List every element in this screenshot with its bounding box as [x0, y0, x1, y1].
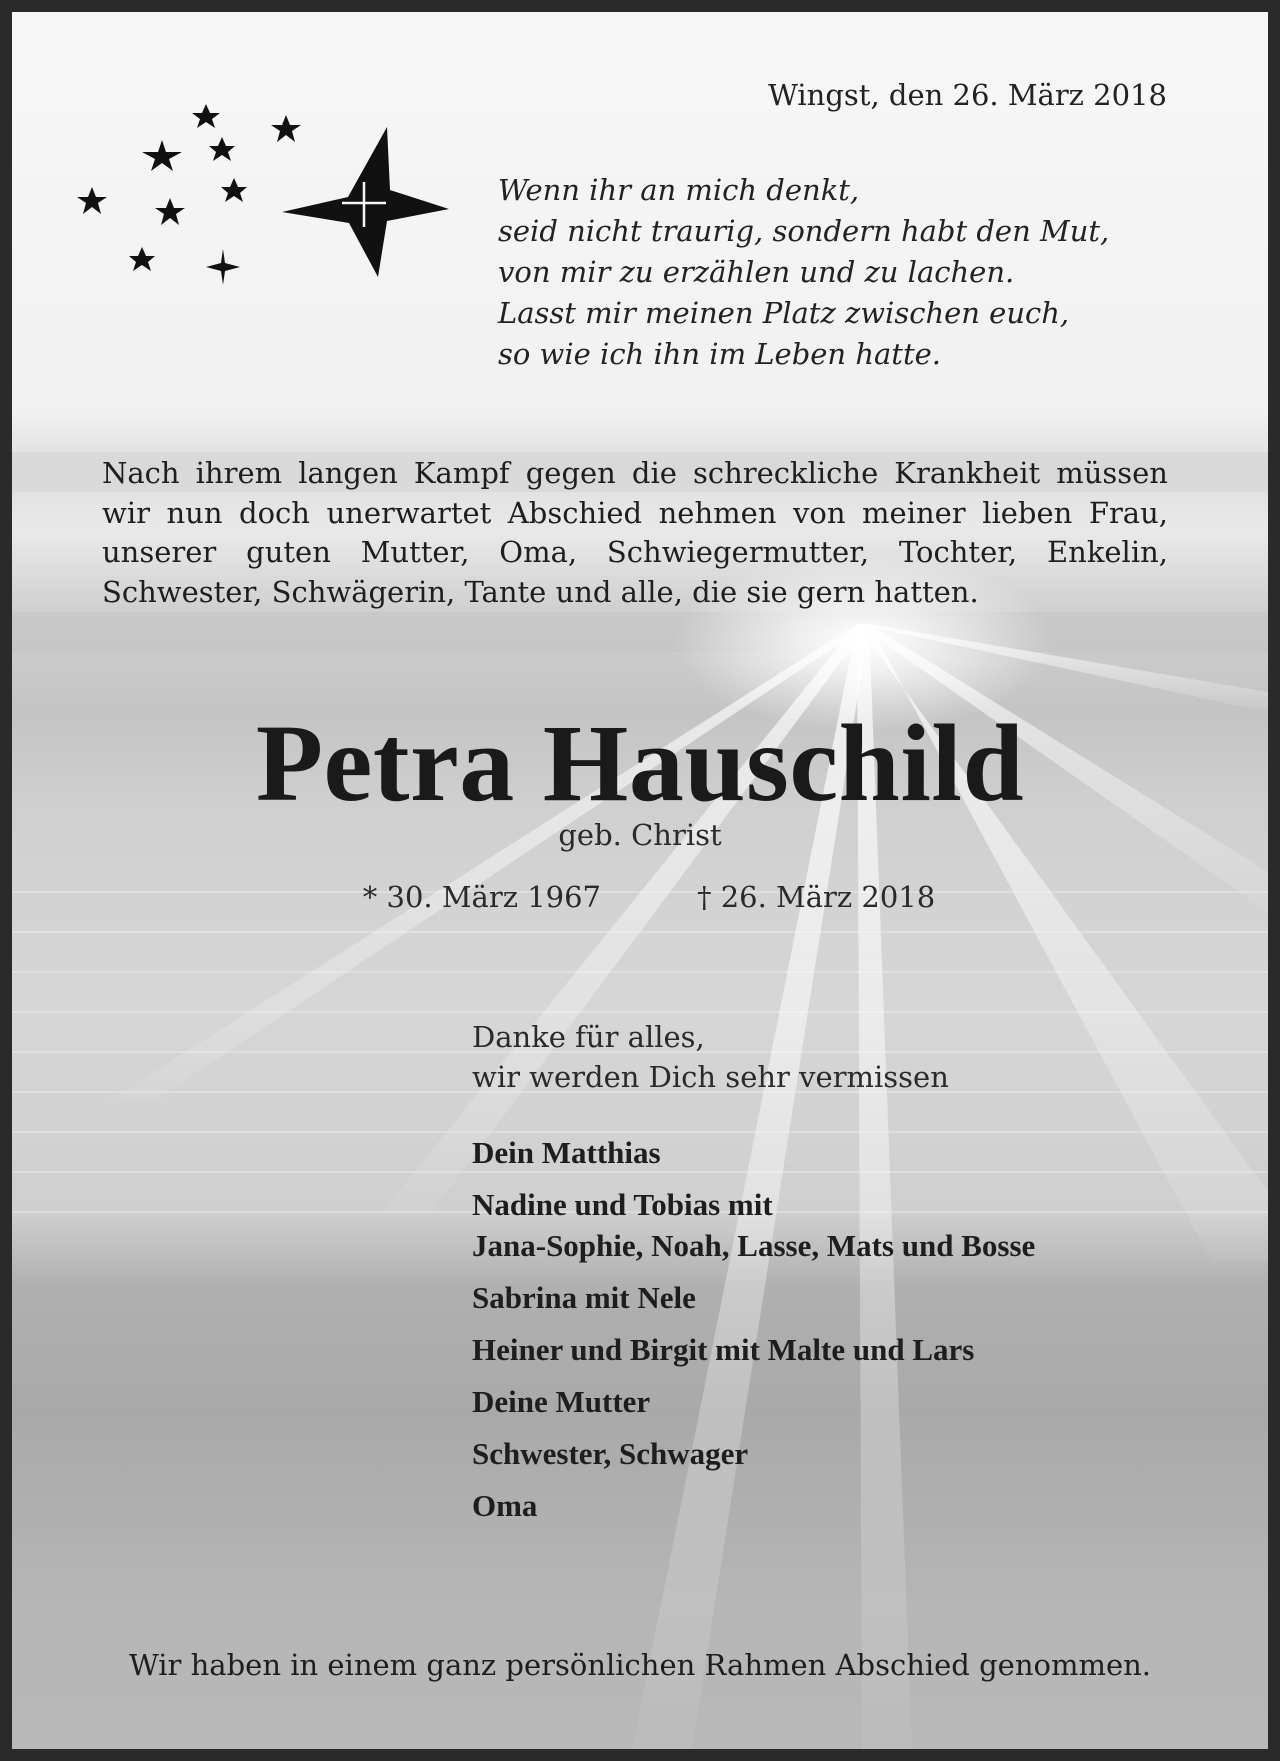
- poem-line: Wenn ihr an mich denkt,: [498, 173, 860, 207]
- mourner-group: [472, 1485, 1192, 1526]
- poem: [498, 170, 1178, 375]
- mourner-line: Dein Matthias: [472, 1135, 661, 1170]
- thanks-line: wir werden Dich sehr vermissen: [472, 1060, 949, 1094]
- thanks-message: [472, 1017, 949, 1097]
- mourner-group: [472, 1184, 1192, 1266]
- poem-line: so wie ich ihn im Leben hatte.: [498, 337, 941, 371]
- large-star-icon: [282, 127, 449, 277]
- birth-date: * 30. März 1967: [362, 880, 601, 914]
- birth-name: geb. Christ: [558, 818, 722, 852]
- intro-paragraph: Nach ihrem langen Kampf gegen die schreckliche Krankheit müssen wir nun doch unerwartet Abschied nehmen von meiner lieben Frau, unserer guten Mutter, Oma, Schwiegermutter, Tochter, Enkelin, Schwester, Schwägerin, Tante und alle, die sie gern hatten.: [102, 456, 1168, 609]
- deceased-name: Petra Hauschild: [255, 702, 1025, 824]
- date-line: Wingst, den 26. März 2018: [768, 78, 1167, 112]
- poem-line: von mir zu erzählen und zu lachen.: [498, 255, 1015, 289]
- thanks-line: Danke für alles,: [472, 1020, 705, 1054]
- mourner-line: Oma: [472, 1488, 538, 1523]
- closing-line: Wir haben in einem ganz persönlichen Rahmen Abschied genommen.: [128, 1648, 1152, 1682]
- mourner-line: Jana-Sophie, Noah, Lasse, Mats und Bosse: [472, 1228, 1036, 1263]
- mourner-group: [472, 1132, 1192, 1173]
- death-date: † 26. März 2018: [697, 880, 936, 914]
- star-cluster-icon: [72, 97, 452, 317]
- mourner-group: [472, 1433, 1192, 1474]
- mourner-group: [472, 1277, 1192, 1318]
- mourners-list: [472, 1132, 1192, 1537]
- mourner-group: [472, 1329, 1192, 1370]
- mourner-line: Deine Mutter: [472, 1384, 651, 1419]
- poem-line: Lasst mir meinen Platz zwischen euch,: [498, 296, 1070, 330]
- mourner-group: [472, 1381, 1192, 1422]
- mourner-line: Heiner und Birgit mit Malte und Lars: [472, 1332, 975, 1367]
- obituary-notice: [12, 12, 1268, 1749]
- mourner-line: Sabrina mit Nele: [472, 1280, 696, 1315]
- mourner-line: Nadine und Tobias mit: [472, 1187, 773, 1222]
- mourner-line: Schwester, Schwager: [472, 1436, 749, 1471]
- poem-line: seid nicht traurig, sondern habt den Mut,: [498, 214, 1110, 248]
